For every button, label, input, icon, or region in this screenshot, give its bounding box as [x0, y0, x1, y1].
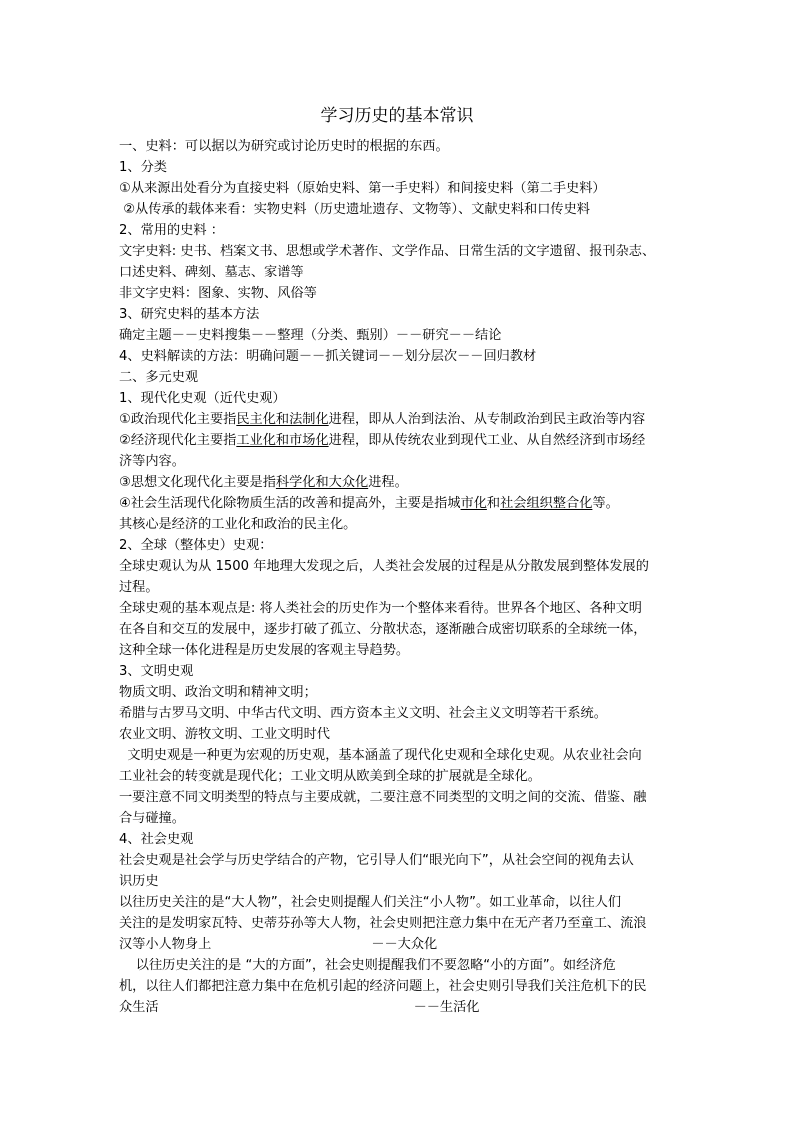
paragraph-line: 合与碰撞。	[119, 811, 185, 826]
text-run: ①政治现代化主要指	[119, 412, 237, 427]
text-run: 众生活	[119, 1000, 159, 1015]
paragraph-line	[119, 409, 679, 430]
subheading: 3、研究史料的基本方法	[119, 307, 260, 322]
paragraph-line	[119, 430, 679, 451]
text-run: ②经济现代化主要指	[119, 433, 237, 448]
paragraph-line: 口述史料、碑刻、墓志、家谱等	[119, 265, 304, 280]
paragraph-line: 在各自和交互的发展中，逐步打破了孤立、分散状态，逐渐融合成密切联系的全球统一体，	[119, 622, 647, 637]
paragraph-line: 过程。	[119, 580, 159, 595]
paragraph-line	[119, 934, 679, 955]
paragraph-line: 一要注意不同文明类型的特点与主要成就，二要注意不同类型的文明之间的交流、借鉴、融	[119, 790, 647, 805]
paragraph-line: 机，以往人们都把注意力集中在危机引起的经济问题上，社会史则引导我们关注危机下的民	[119, 979, 647, 994]
underlined-term: 工业化和市场化	[236, 433, 329, 448]
text-run: 进程，即从人治到法治、从专制政治到民主政治等内容	[328, 412, 646, 427]
section-heading: 一、史料：可以据以为研究或讨论历史时的根据的东西。	[119, 139, 449, 154]
paragraph-line	[119, 472, 679, 493]
paragraph-line: 希腊与古罗马文明、中华古代文明、西方资本主义文明、社会主义文明等若干系统。	[119, 706, 607, 721]
subheading: 2、常用的史料 ：	[119, 223, 224, 238]
subheading: 1、现代化史观（近代史观）	[119, 391, 286, 406]
paragraph-line: 全球史观的基本观点是: 将人类社会的历史作为一个整体来看待。世界各个地区、各种文明	[119, 601, 642, 616]
paragraph-line: 济等内容。	[119, 454, 185, 469]
conclusion-label: －－生活化	[413, 1000, 480, 1015]
paragraph-line: 文字史料: 史书、档案文书、思想或学术著作、文学作品、日常生活的文字遗留、报刊杂志、	[119, 244, 656, 259]
underlined-term: 民主化和法制化	[236, 412, 329, 427]
paragraph-line: 农业文明、游牧文明、工业文明时代	[119, 727, 330, 742]
conclusion-label: －－大众化	[371, 937, 438, 952]
subheading: 1、分类	[119, 160, 167, 175]
underlined-term: 市化	[460, 496, 487, 511]
paragraph-line: 全球史观认为从 1500 年地理大发现之后，人类社会发展的过程是从分散发展到整体发展的	[119, 559, 649, 574]
underlined-term: 社会组织整合化	[500, 496, 593, 511]
paragraph-line: 这种全球一体化进程是历史发展的客观主导趋势。	[119, 643, 410, 658]
paragraph-line: ①从来源出处看分为直接史料（原始史料、第一手史料）和间接史料（第二手史料）	[119, 181, 606, 196]
underlined-term: 科学化和大众化	[275, 475, 369, 490]
subheading: 2、全球（整体史）史观：	[119, 538, 273, 553]
text-run: ③思想文化现代化主要是指	[119, 475, 276, 490]
paragraph-line: 确定主题－－史料搜集－－整理（分类、甄别）－－研究－－结论	[119, 328, 502, 343]
paragraph-line: 其核心是经济的工业化和政治的民主化。	[119, 517, 357, 532]
paragraph-line: 工业社会的转变就是现代化；工业文明从欧美到全球的扩展就是全球化。	[119, 769, 541, 784]
paragraph-line: 非文字史料：图象、实物、风俗等	[119, 286, 317, 301]
paragraph-line: 以往历史关注的是 “大的方面”，社会史则提醒我们不要忽略“小的方面”。如经济危	[119, 958, 616, 973]
document-body	[119, 136, 679, 1018]
paragraph-line: 关注的是发明家瓦特、史蒂芬孙等大人物，社会史则把注意力集中在无产者乃至童工、流浪	[119, 916, 647, 931]
paragraph-line: 文明史观是一种更为宏观的历史观，基本涵盖了现代化史观和全球化史观。从农业社会向	[119, 748, 642, 763]
text-run: 和	[486, 496, 501, 511]
document-title: 学习历史的基本常识	[320, 106, 474, 126]
text-run: ④社会生活现代化除物质生活的改善和提高外，主要是指城	[119, 496, 461, 511]
subheading: 3、文明史观	[119, 664, 194, 679]
paragraph-line: 以往历史关注的是“大人物”，社会史则提醒人们关注“小人物”。如工业革命，以往人们	[119, 895, 622, 910]
paragraph-line	[119, 997, 679, 1018]
text-run: 进程。	[368, 475, 408, 490]
text-run: 进程，即从传统农业到现代工业、从自然经济到市场经	[328, 433, 646, 448]
paragraph-line: 识历史	[119, 874, 159, 889]
subheading: 4、社会史观	[119, 832, 194, 847]
paragraph-line: 社会史观是社会学与历史学结合的产物，它引导人们“眼光向下”，从社会空间的视角去认	[119, 853, 634, 868]
text-run: 汉等小人物身上	[119, 937, 212, 952]
paragraph-line: 物质文明、政治文明和精神文明；	[119, 685, 317, 700]
section-heading: 二、多元史观	[119, 370, 199, 385]
paragraph-line: ②从传承的载体来看：实物史料（历史遗址遗存、文物等）、文献史料和口传史料	[119, 202, 590, 217]
paragraph-line	[119, 493, 679, 514]
text-run: 等。	[592, 496, 619, 511]
subheading: 4、史料解读的方法：明确问题－－抓关键词－－划分层次－－回归教材	[119, 349, 537, 364]
